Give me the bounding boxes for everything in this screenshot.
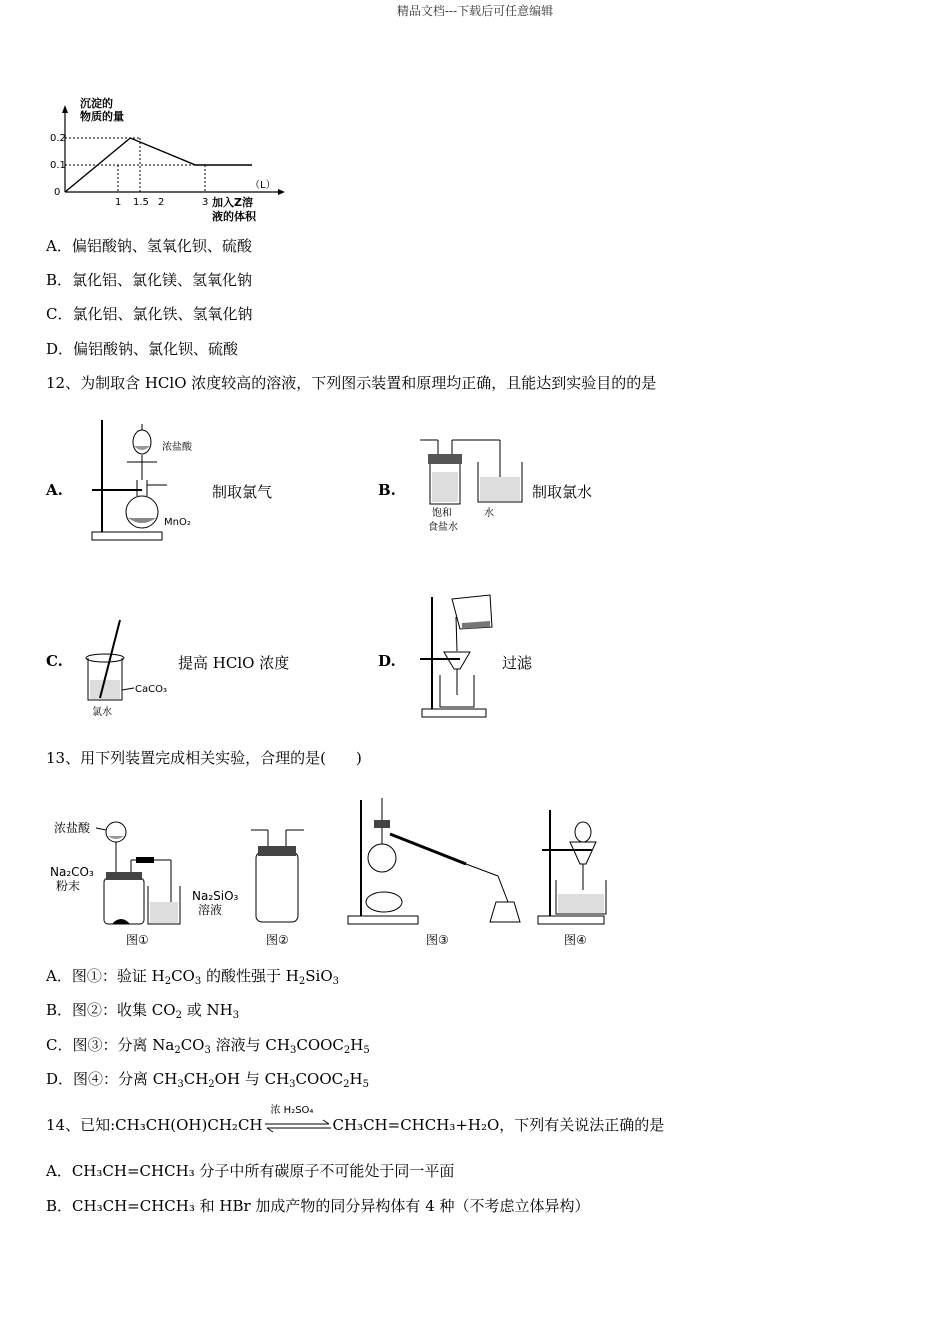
- q13-option-a: A．图①：验证 $H_2CO_3$ 的酸性强于 $H_2SiO_3$: [46, 967, 339, 987]
- q14-prefix: 14、已知:: [46, 1116, 116, 1134]
- q11-option-d: D．偏铝酸钠、氯化钡、硫酸: [46, 340, 239, 358]
- chlorine-generator-apparatus: [82, 410, 212, 545]
- q13-d-pre: D．图④：分离: [46, 1070, 153, 1088]
- chart-ytick-0: 0: [54, 187, 61, 198]
- q13-figures: [46, 790, 616, 950]
- filtration-apparatus: [410, 587, 500, 722]
- q13-fig3-caption: 图③: [426, 933, 449, 947]
- precipitate-chart: [40, 95, 290, 230]
- q13-c-pre: C．图③：分离: [46, 1036, 153, 1054]
- q13-fig1-na2sio3: Na₂SiO₃: [192, 889, 239, 903]
- q11-option-a: A．偏铝酸钠、氢氧化钡、硫酸: [46, 237, 252, 255]
- q13-fig1-caption: 图①: [126, 933, 149, 947]
- q12-c-label-water: 氯水: [92, 707, 112, 718]
- chart-xtick-3: 3: [202, 197, 209, 208]
- q12-b-label-2: 食盐水: [428, 522, 458, 533]
- beaker-caco3-apparatus: [82, 610, 177, 720]
- q14-product: CH₃CH=CHCH₃+H₂O，下列有关说法正确的是: [332, 1116, 665, 1134]
- q13-fig1-powder: 粉末: [56, 879, 81, 893]
- chart-xlabel-1: 加入Z溶: [212, 196, 253, 209]
- q13-d-mid: 与: [240, 1070, 265, 1088]
- chart-xlabel-unit: （L）: [250, 180, 276, 191]
- q13-fig2-caption: 图②: [266, 933, 289, 947]
- chart-ylabel-1: 沉淀的: [80, 97, 113, 110]
- chart-ytick-02: 0.2: [50, 133, 66, 144]
- q12-c-letter: C.: [46, 652, 63, 670]
- q13-fig4-caption: 图④: [564, 933, 587, 947]
- q13-b-pre: B．图②：收集: [46, 1001, 152, 1019]
- q12-d-text: 过滤: [502, 654, 533, 672]
- chlorine-water-apparatus: [420, 432, 530, 537]
- q12-c-label-caco3: CaCO₃: [135, 684, 167, 695]
- q13-fig1-hcl: 浓盐酸: [54, 821, 91, 835]
- q12-b-text: 制取氯水: [532, 483, 593, 501]
- q13-a-mid: 的酸性强于: [201, 967, 286, 985]
- q12-b-label-3: 水: [484, 508, 494, 519]
- q13-stem: 13、用下列装置完成相关实验，合理的是( ): [46, 749, 362, 767]
- q14-option-a: A．CH₃CH=CHCH₃ 分子中所有碳原子不可能处于同一平面: [46, 1162, 455, 1180]
- chart-ytick-01: 0.1: [50, 160, 66, 171]
- q12-d-letter: D.: [378, 652, 396, 670]
- q12-a-label-mno2: MnO₂: [164, 517, 191, 528]
- q12-b-label-1: 饱和: [432, 508, 452, 519]
- q13-b-mid: 或: [181, 1001, 207, 1019]
- q12-a-letter: A.: [46, 481, 63, 499]
- q12-c-text: 提高 HClO 浓度: [178, 654, 290, 672]
- q12-stem: 12、为制取含 HClO 浓度较高的溶液，下列图示装置和原理均正确，且能达到实验目的的是: [46, 374, 657, 392]
- q14-stem: [46, 1105, 665, 1136]
- chart-xtick-15: 1.5: [133, 197, 149, 208]
- page-header: 精品文档---下载后可任意编辑: [396, 4, 554, 18]
- q13-fig1-na2co3: Na₂CO₃: [50, 865, 94, 879]
- q13-a-pre: A．图①：验证: [46, 967, 152, 985]
- q13-option-c: C．图③：分离 $Na_2CO_3$ 溶液与 $CH_3COOC_2H_5$: [46, 1036, 370, 1056]
- q13-option-d: D．图④：分离 $CH_3CH_2OH$ 与 $CH_3COOC_2H_5$: [46, 1070, 369, 1090]
- q12-b-letter: B.: [378, 481, 396, 499]
- q14-option-b: B．CH₃CH=CHCH₃ 和 HBr 加成产物的同分异构体有 4 种（不考虑立体异构）: [46, 1197, 590, 1215]
- q12-a-text: 制取氯气: [212, 483, 273, 501]
- chart-ylabel-2: 物质的量: [80, 110, 124, 123]
- q14-reactant: CH₃CH(OH)CH₂CH: [115, 1116, 263, 1134]
- q13-option-b: B．图②：收集 $CO_2$ 或 $NH_3$: [46, 1001, 240, 1021]
- q12-a-label-hcl: 浓盐酸: [162, 442, 192, 453]
- q14-catalyst: 浓 H₂SO₄: [270, 1105, 314, 1116]
- chart-xtick-2: 2: [158, 197, 165, 208]
- q14-reaction-arrow: [263, 1105, 333, 1136]
- q11-option-c: C．氯化铝、氯化铁、氢氧化钠: [46, 305, 253, 323]
- q13-c-mid: 溶液与: [210, 1036, 266, 1054]
- q13-fig1-solution: 溶液: [198, 903, 223, 917]
- chart-xtick-1: 1: [115, 197, 122, 208]
- q11-option-b: B．氯化铝、氯化镁、氢氧化钠: [46, 271, 253, 289]
- chart-xlabel-2: 液的体积: [212, 210, 256, 223]
